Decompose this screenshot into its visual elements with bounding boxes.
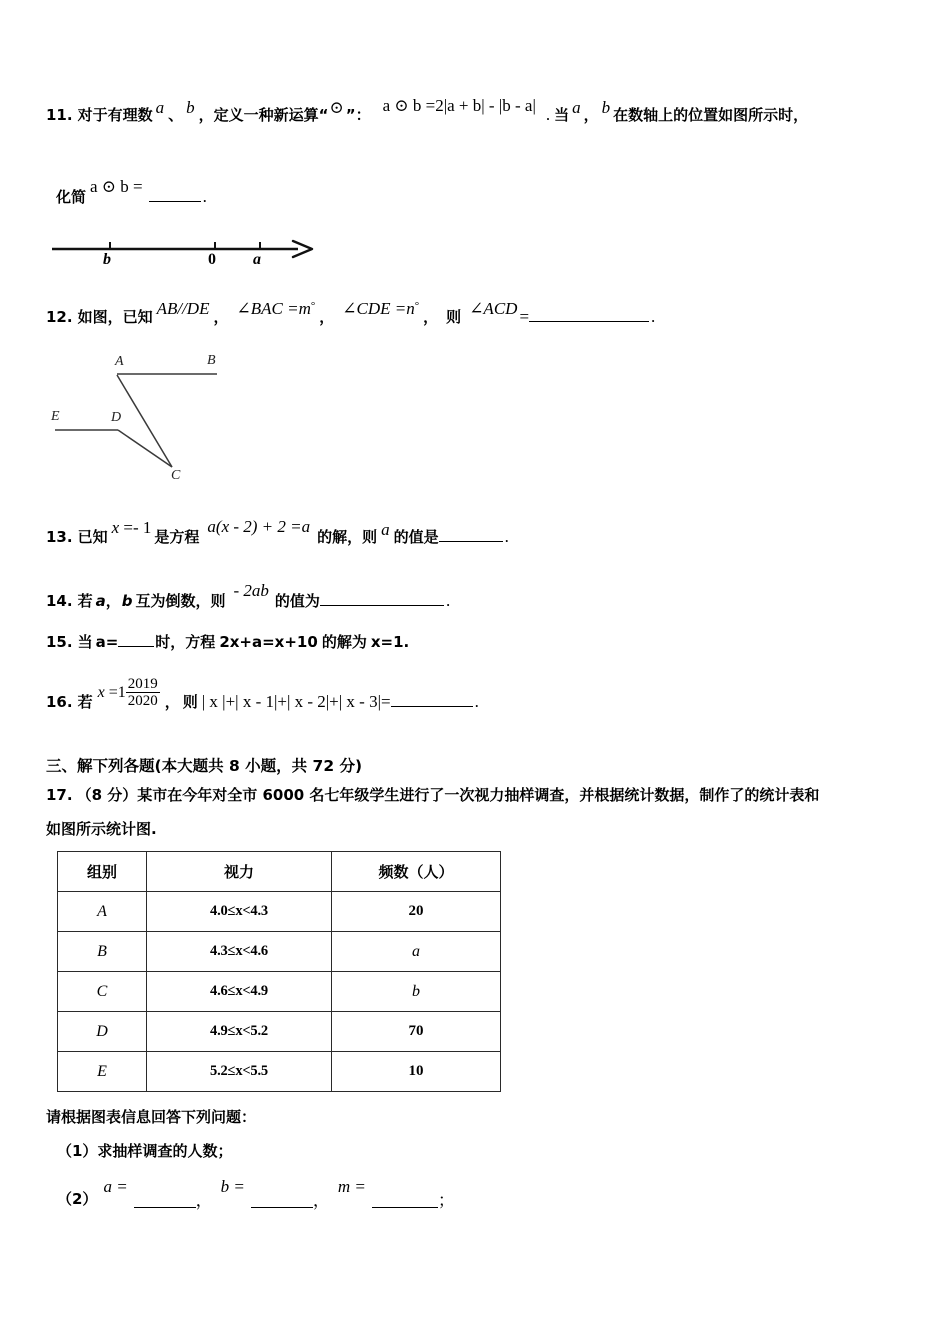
table-cell-freq-C <box>332 972 501 1012</box>
section-3-heading <box>46 754 362 776</box>
table-cell-freq-A <box>332 892 501 932</box>
q16-mixed-number <box>98 676 160 709</box>
geometry-svg <box>45 348 245 493</box>
q12-expr-acd: ∠ACD <box>469 299 518 318</box>
q17-line1-text: （8 分）某市在今年对全市 6000 名七年级学生进行了一次视力抽样调查，并根据统计数据，制作了的统计表和 <box>76 786 820 804</box>
q15-text-b: 时，方程 <box>155 633 216 651</box>
q16-expr-lead: x =1 <box>97 683 126 701</box>
q11-var-b: b <box>186 98 195 117</box>
question-17-line1 <box>46 784 819 805</box>
q12-equals: = <box>519 307 530 326</box>
geo-label-C: C <box>171 468 181 483</box>
table-cell-group-E-value: E <box>97 1062 107 1080</box>
q17-sub-2-b-label: b = <box>220 1177 245 1196</box>
q14-var-b: b <box>121 592 133 610</box>
table-cell-range-A <box>147 892 332 932</box>
q12-expr-bac <box>237 299 316 319</box>
q17-sub-2-a-label: a = <box>103 1177 128 1196</box>
table-header-freq-label: 频数（人） <box>378 863 454 881</box>
q16-frac-numerator: 2019 <box>127 676 158 692</box>
question-14-number: 14. <box>46 592 73 610</box>
q16-answer-blank[interactable] <box>391 690 473 707</box>
q11-text-c: 当 <box>554 106 570 124</box>
geo-label-B: B <box>207 353 216 368</box>
q11-var-a: a <box>155 98 165 117</box>
table-header-group <box>58 852 147 892</box>
q13-text-a: 已知 <box>77 528 108 546</box>
q16-period: . <box>474 691 479 711</box>
q16-expr-abs: | x |+| x - 1|+| x - 2|+| x - 3|= <box>201 691 391 711</box>
table-cell-group-C <box>58 972 147 1012</box>
table-cell-group-A <box>58 892 147 932</box>
q11-colon: ： <box>355 106 371 124</box>
table-cell-freq-A-value: 20 <box>408 903 424 919</box>
degree-icon-2: ° <box>414 300 420 312</box>
number-line-label-b: b <box>103 251 111 268</box>
q13-text-c: 的解，则 <box>317 528 378 546</box>
odot-icon: ⊙ <box>329 98 344 117</box>
question-11-number: 11. <box>46 106 73 124</box>
q15-var-a: a= <box>95 633 119 651</box>
q11-line2-period: . <box>202 187 207 206</box>
q17-sub-2-comma1: ， <box>195 1191 213 1210</box>
q12-expr-bac-base: ∠BAC =m <box>236 299 311 318</box>
q17-sub-2-number: （2） <box>57 1190 98 1208</box>
q12-text-b: 则 <box>446 308 462 326</box>
question-14-line <box>46 581 451 611</box>
q11-text-d: 在数轴上的位置如图所示时， <box>613 106 809 124</box>
number-line-label-zero: 0 <box>208 251 216 268</box>
question-12-number: 12. <box>46 308 73 326</box>
table-cell-group-A-value: A <box>97 902 107 920</box>
table-cell-freq-D-value: 70 <box>408 1023 424 1039</box>
question-13-number: 13. <box>46 528 73 546</box>
table-header-row <box>58 852 501 892</box>
frequency-table <box>57 851 501 1092</box>
q11-var-b2: b <box>601 98 611 117</box>
table-cell-group-B-value: B <box>97 942 107 960</box>
table-cell-group-D <box>58 1012 147 1052</box>
q12-expr-cde <box>342 299 419 319</box>
q16-fraction <box>126 676 160 709</box>
q12-expr-cde-base: ∠CDE =n <box>342 299 415 318</box>
q17-sub-1-text: （1）求抽样调查的人数； <box>57 1142 233 1160</box>
q11-formula: a ⊙ b =2|a + b| - |b - a| <box>382 96 536 115</box>
q14-period: . <box>445 591 451 610</box>
q11-var-a2: a <box>572 98 581 117</box>
table-cell-freq-C-value: b <box>412 982 420 1000</box>
q13-text-d: 的值是 <box>393 528 439 546</box>
q17-line2-text: 如图所示统计图. <box>46 820 157 838</box>
q16-frac-denominator: 2020 <box>127 693 158 710</box>
number-line-label-a: a <box>253 251 261 268</box>
table-cell-freq-E <box>332 1052 501 1092</box>
q11-comma: ， <box>583 106 599 124</box>
q14-text-c: 的值为 <box>274 592 320 610</box>
question-15-line <box>46 630 409 652</box>
table-cell-range-B <box>147 932 332 972</box>
geo-label-E: E <box>51 409 60 424</box>
q11-text-a: 对于有理数 <box>77 106 153 124</box>
table-cell-range-B-value: 4.3≤x<4.6 <box>210 943 268 959</box>
q11-line2-label: 化简 <box>56 188 87 206</box>
table-cell-freq-D <box>332 1012 501 1052</box>
q14-text-a: 若 <box>77 592 93 610</box>
q12-expr-ab-de: AB//DE <box>156 299 210 318</box>
table-header-group-label: 组别 <box>86 863 117 881</box>
table-cell-range-D-value: 4.9≤x<5.2 <box>210 1023 268 1039</box>
geometry-figure <box>45 348 245 493</box>
q17-sub-2-m-label: m = <box>337 1177 366 1196</box>
q17-sub-2-comma2: ， <box>312 1191 330 1210</box>
table-header-range-label: 视力 <box>223 863 254 881</box>
q13-expr-equation: a(x - 2) + 2 =a <box>207 517 311 536</box>
table-row <box>58 892 501 932</box>
table-cell-freq-B <box>332 932 501 972</box>
table-cell-group-E <box>58 1052 147 1092</box>
q17-answer-blank-b[interactable] <box>251 1191 313 1208</box>
q16-text-b: 则 <box>182 692 198 711</box>
q14-var-a: a <box>95 592 106 610</box>
table-cell-range-E <box>147 1052 332 1092</box>
table-cell-freq-B-value: a <box>412 942 420 960</box>
degree-icon: ° <box>310 300 316 312</box>
q11-text-b: ，定义一种新运算 <box>198 106 319 124</box>
geo-label-D: D <box>111 410 122 425</box>
table-cell-range-D <box>147 1012 332 1052</box>
q17-sub-2-semicolon: ； <box>437 1191 455 1210</box>
q17-prompt <box>46 1106 256 1127</box>
table-row <box>58 932 501 972</box>
q13-expr-a: a <box>381 520 390 539</box>
q13-period: . <box>504 527 509 546</box>
q15-solution: x=1. <box>370 633 410 651</box>
q16-text-a: 若 <box>77 692 93 711</box>
table-header-freq <box>332 852 501 892</box>
number-line-svg <box>50 234 315 280</box>
q17-answer-blank-m[interactable] <box>372 1191 438 1208</box>
geo-label-A: A <box>115 354 124 369</box>
q11-period: . <box>545 105 551 124</box>
q13-text-b: 是方程 <box>154 528 200 546</box>
q16-comma: ， <box>164 692 180 711</box>
table-row <box>58 1052 501 1092</box>
table-cell-range-C-value: 4.6≤x<4.9 <box>210 983 268 999</box>
q15-text-c: 的解为 <box>321 633 367 651</box>
q15-text-a: 当 <box>77 633 93 651</box>
table-row <box>58 972 501 1012</box>
table-cell-freq-E-value: 10 <box>408 1063 424 1079</box>
question-13-line <box>46 517 509 547</box>
q12-comma1: ， <box>213 308 229 326</box>
q17-sub-2 <box>57 1176 455 1210</box>
q14-answer-blank[interactable] <box>320 589 444 606</box>
q11-sep1: 、 <box>168 106 184 124</box>
q14-expr: - 2ab <box>233 581 269 600</box>
q11-quote-close: ” <box>345 106 356 124</box>
question-16-line <box>46 676 479 719</box>
q17-sub-1 <box>57 1140 232 1161</box>
q17-answer-blank-a[interactable] <box>134 1191 196 1208</box>
table-cell-group-D-value: D <box>96 1022 108 1040</box>
question-12-line <box>46 299 656 327</box>
q12-text-a: 如图，已知 <box>77 308 153 326</box>
question-11-line1 <box>46 96 809 125</box>
question-11-line2 <box>56 177 207 207</box>
question-17-line2 <box>46 818 157 839</box>
q14-comma1: ， <box>105 592 121 610</box>
question-17-number: 17. <box>46 786 73 804</box>
q15-answer-blank[interactable] <box>118 630 154 647</box>
table-header-range <box>147 852 332 892</box>
q17-prompt-text: 请根据图表信息回答下列问题： <box>46 1108 257 1126</box>
q13-expr-x: x =- 1 <box>111 518 152 537</box>
table-cell-range-A-value: 4.0≤x<4.3 <box>210 903 268 919</box>
table-cell-range-E-value: 5.2≤x<5.5 <box>210 1063 268 1079</box>
table-row <box>58 1012 501 1052</box>
section-3-heading-text: 三、解下列各题(本大题共 8 小题，共 72 分) <box>46 757 363 775</box>
number-line-figure <box>50 234 315 280</box>
table-cell-range-C <box>147 972 332 1012</box>
q14-text-b: 互为倒数，则 <box>135 592 226 610</box>
q13-answer-blank[interactable] <box>439 525 503 542</box>
q15-equation: 2x+a=x+10 <box>219 633 318 651</box>
question-16-number: 16. <box>46 692 73 711</box>
q11-answer-blank[interactable] <box>149 185 201 202</box>
table-cell-group-B <box>58 932 147 972</box>
q12-comma3: ， <box>423 308 439 326</box>
q12-period: . <box>651 307 656 326</box>
q11-line2-expr: a ⊙ b = <box>90 177 143 196</box>
q11-quote-open: “ <box>318 106 329 124</box>
table-cell-group-C-value: C <box>96 982 108 1000</box>
question-15-number: 15. <box>46 633 73 651</box>
q12-comma2: ， <box>319 308 335 326</box>
q12-answer-blank[interactable] <box>529 305 649 322</box>
